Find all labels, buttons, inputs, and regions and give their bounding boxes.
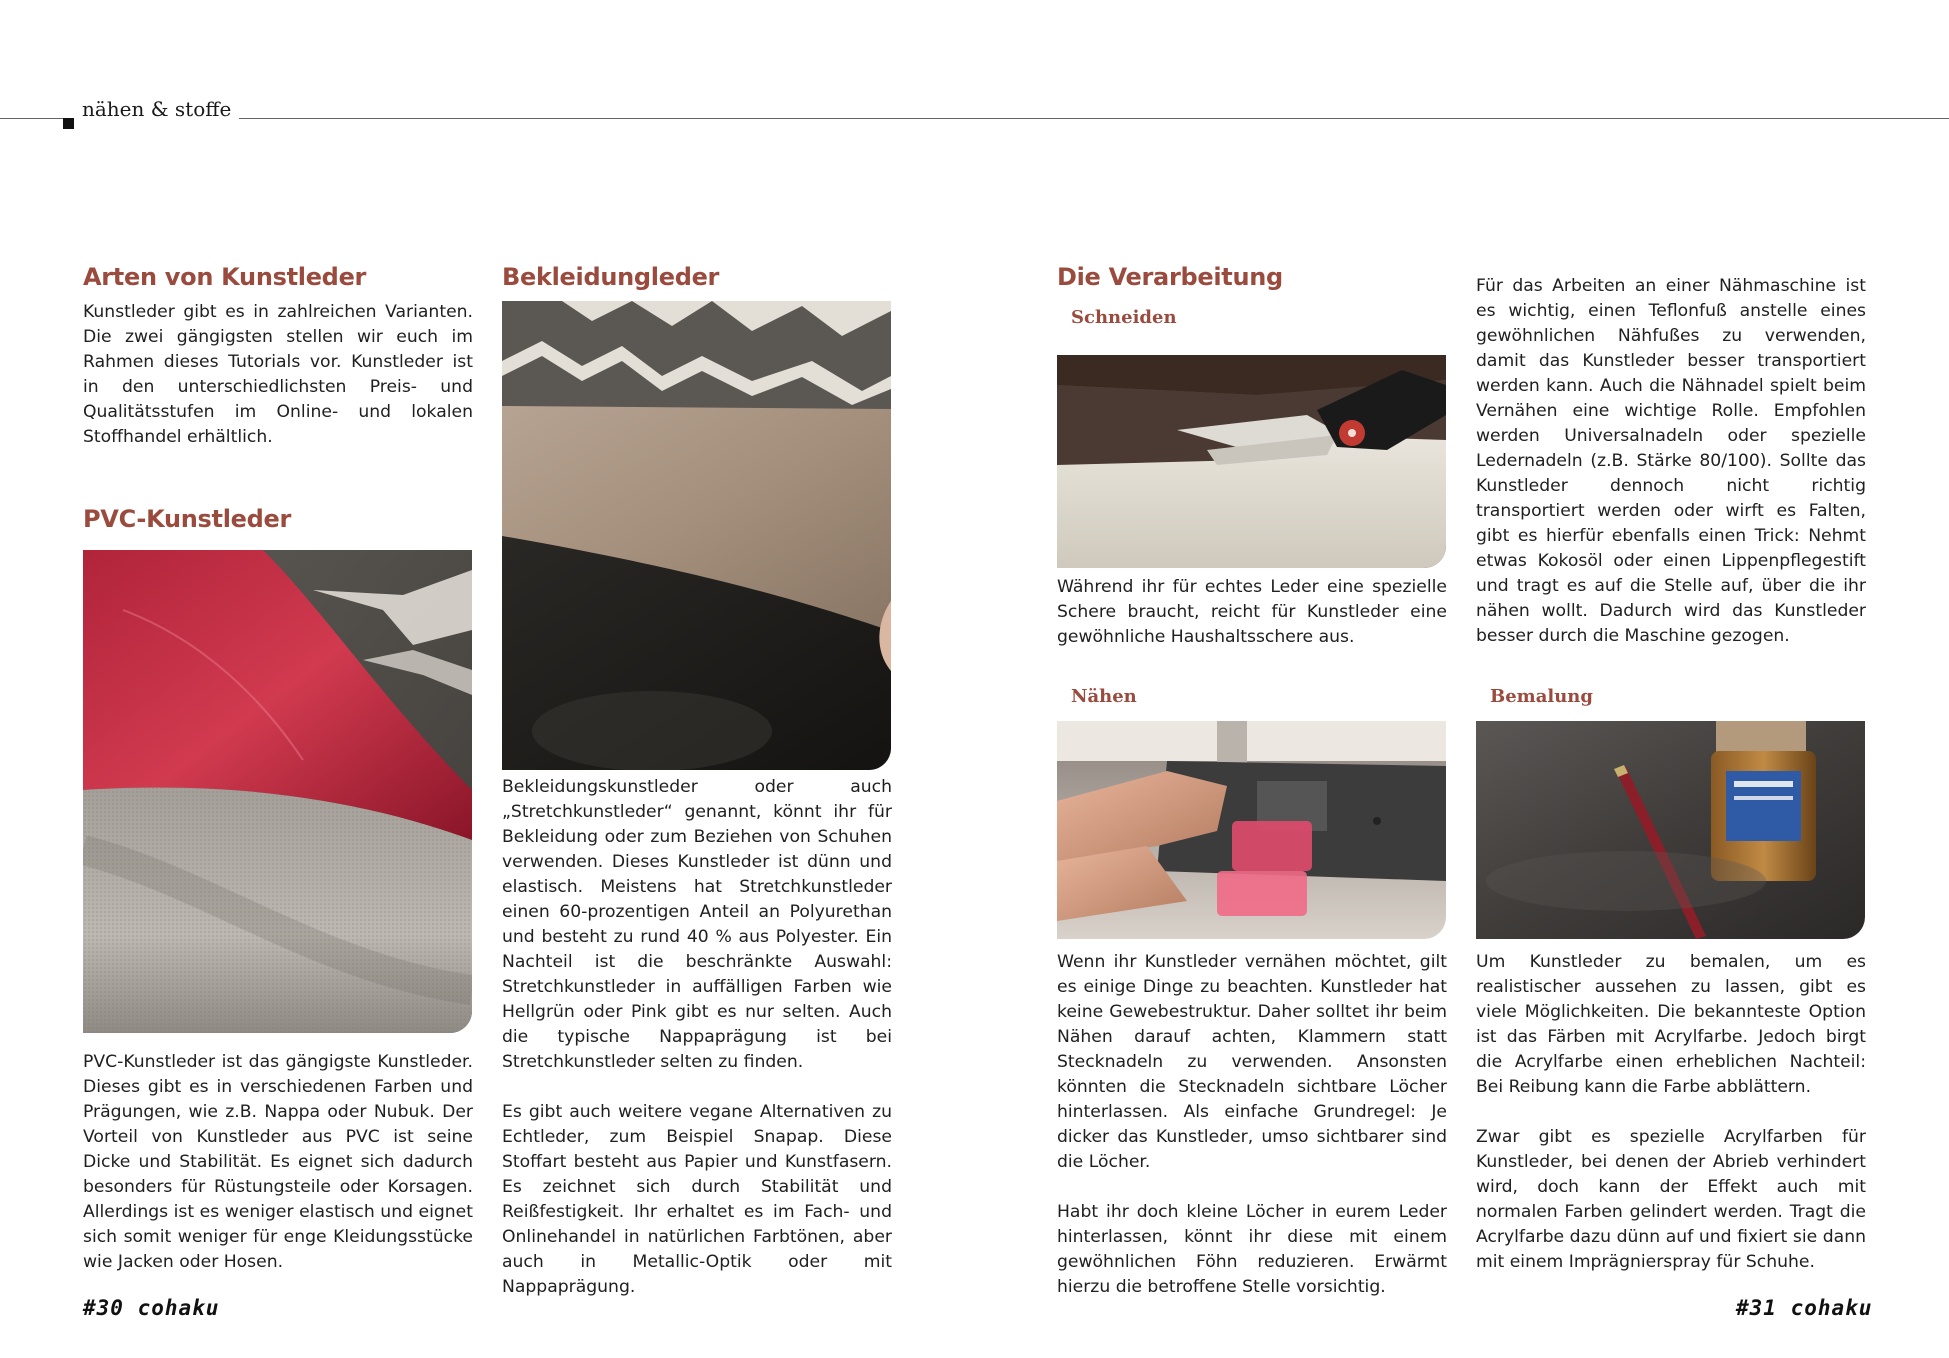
column-pvc-heading	[83, 504, 473, 534]
photo-stretch-leather	[502, 301, 891, 770]
text-naehen-1: Wenn ihr Kunstleder vernähen möchtet, gilt es einige Dinge zu beachten. Kunstleder hat keine Gewebestruktur. Daher solltet ihr beim Nähen darauf achten, Klammern statt Stecknadeln zu verwenden. Ansonsten könnten die Stecknadeln sichtbare Löcher hinterlassen. Als einfache Grundregel: Je dicker das Kunstleder, umso sichtbarer sind die Löcher.	[1057, 952, 1447, 1172]
photo-pvc-leather	[83, 550, 472, 1033]
photo-painting	[1476, 721, 1865, 939]
column-naehen-text	[1057, 950, 1447, 1300]
heading-verarbeitung: Die Verarbeitung	[1057, 263, 1283, 291]
column-bekleidung-heading	[502, 262, 892, 292]
text-bekleidung-1: Bekleidungskunstleder oder auch „Stretchkunstleder“ genannt, könnt ihr für Bekleidung oder zum Beziehen von Schuhen verwenden. Dieses Kunstleder ist dünn und elastisch. Meistens hat Stretchkunstleder einen 60-prozentigen Anteil an Polyurethan und besteht zu rund 40 % aus Polyester. Ein Nachteil ist die beschränkte Auswahl: Stretchkunstleder in auffälligen Farben wie Hellgrün oder Pink gibt es nur selten. Auch die typische Nappaprägung ist bei Stretchkunstleder selten zu finden.	[502, 777, 892, 1072]
section-label: nähen & stoffe	[82, 96, 239, 122]
column-bemalung-heading	[1476, 685, 1866, 709]
heading-bekleidung: Bekleidungleder	[502, 263, 720, 291]
photo-sewing	[1057, 721, 1446, 939]
text-naehen-2: Habt ihr doch kleine Löcher in eurem Leder hinterlassen, könnt ihr diese mit einem gewöhnlichen Föhn reduzieren. Erwärmt hierzu die betroffene Stelle vorsichtig.	[1057, 1202, 1447, 1297]
column-bemalung-text	[1476, 950, 1866, 1275]
text-bemalung-2: Zwar gibt es spezielle Acrylfarben für Kunstleder, bei denen der Abrieb verhindert wird, doch kann der Effekt auch mit normalen Farben gelindert werden. Tragt die Acrylfarbe dazu dünn auf und fixiert sie dann mit einem Imprägnierspray für Schuhe.	[1476, 1127, 1866, 1272]
subheading-schneiden: Schneiden	[1071, 307, 1177, 328]
subheading-bemalung: Bemalung	[1490, 686, 1593, 707]
column-pvc-text	[83, 1050, 473, 1275]
text-bekleidung-2: Es gibt auch weitere vegane Alternativen zu Echtleder, zum Beispiel Snapap. Diese Stoffart besteht aus Papier und Kunstfasern. Es zeichnet sich durch Stabilität und Reißfestigkeit. Ihr erhaltet es im Fach- und Onlinehandel in natürlichen Farbtönen, aber auch in Metallic-Optik oder mit Nappaprägung.	[502, 1102, 892, 1297]
photo-cutting	[1057, 355, 1446, 568]
heading-arten: Arten von Kunstleder	[83, 263, 367, 291]
column-arten	[83, 262, 473, 450]
column-verarbeitung-heading	[1057, 262, 1447, 330]
column-naehmaschine-text	[1476, 274, 1866, 649]
header-rule-left	[0, 118, 63, 119]
column-naehen-heading	[1057, 685, 1447, 709]
text-arten: Kunstleder gibt es in zahlreichen Varianten. Die zwei gängigsten stellen wir euch im Rahmen dieses Tutorials vor. Kunstleder ist in den unterschiedlichsten Preis- und Qualitätsstufen im Online- und lokalen Stoffhandel erhältlich.	[83, 302, 473, 447]
column-bekleidung-text	[502, 775, 892, 1300]
text-schneiden: Während ihr für echtes Leder eine spezielle Schere braucht, reicht für Kunstleder eine gewöhnliche Haushaltsschere aus.	[1057, 577, 1447, 647]
heading-pvc: PVC-Kunstleder	[83, 505, 291, 533]
text-naehmaschine: Für das Arbeiten an einer Nähmaschine ist es wichtig, einen Teflonfuß anstelle eines gewöhnlichen Nähfußes zu verwenden, damit das Kunstleder besser transportiert werden kann. Auch die Nähnadel spielt beim Vernähen eine wichtige Rolle. Empfohlen werden Universalnadeln oder spezielle Ledernadeln (z.B. Stärke 80/100). Sollte das Kunstleder dennoch nicht richtig transportiert werden oder wirft es Falten, gibt es hierfür ebenfalls einen Trick: Nehmt etwas Kokosöl oder einen Lippenpflegestift und tragt es auf die Stelle auf, über die ihr nähen wollt. Dadurch wird das Kunstleder besser durch die Maschine gezogen.	[1476, 276, 1866, 646]
text-bemalung-1: Um Kunstleder zu bemalen, um es realistischer aussehen zu lassen, gibt es viele Möglichkeiten. Die bekannteste Option ist das Färben mit Acrylfarbe. Jedoch birgt die Acrylfarbe einen erheblichen Nachteil: Bei Reibung kann die Farbe abblättern.	[1476, 952, 1866, 1097]
subheading-naehen: Nähen	[1071, 686, 1137, 707]
text-pvc: PVC-Kunstleder ist das gängigste Kunstleder. Dieses gibt es in verschiedenen Farben und Prägungen, wie z.B. Nappa oder Nubuk. Der Vorteil von Kunstleder aus PVC ist seine Dicke und Stabilität. Es eignet sich dadurch besonders für Rüstungsteile oder Korsagen. Allerdings ist es weniger elastisch und eignet sich somit weniger für enge Kleidungsstücke wie Jacken oder Hosen.	[83, 1052, 473, 1272]
square-marker-icon	[63, 118, 74, 129]
page-number-left: #30 cohaku	[83, 1296, 220, 1320]
column-schneiden-text	[1057, 575, 1447, 650]
page-number-right: #31 cohaku	[1736, 1296, 1873, 1320]
header-rule-right	[230, 118, 1949, 119]
